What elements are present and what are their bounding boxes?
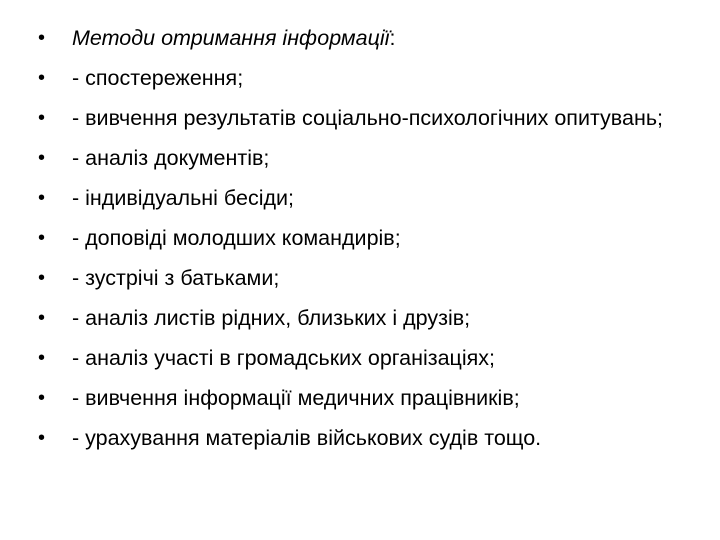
list-item-text: - аналіз документів; [72,146,270,170]
list-item [38,304,688,333]
list-item [38,424,688,453]
heading-colon: : [389,26,396,50]
list-item [38,264,688,293]
list-item-text: - зустрічі з батьками; [72,266,280,290]
bullet-dot: • [38,27,46,49]
list-item [38,144,688,173]
list-item [38,224,688,253]
bullet-dot: • [38,387,46,409]
bullet-list [38,24,688,464]
list-item-text: - вивчення інформації медичних працівників; [72,386,520,410]
list-item-text: - вивчення результатів соціально-психологічних опитувань; [72,106,663,130]
bullet-dot: • [38,307,46,329]
list-item-text: - індивідуальні бесіди; [72,186,295,210]
list-item [38,384,688,413]
list-item [38,344,688,373]
heading-text: Методи отримання інформації [72,26,390,50]
bullet-dot: • [38,427,46,449]
list-item-text: - урахування матеріалів військових судів тощо. [72,426,542,450]
bullet-dot: • [38,67,46,89]
list-item-text: - аналіз участі в громадських організаціях; [72,346,496,370]
list-item [38,184,688,213]
bullet-dot: • [38,107,46,129]
bullet-dot: • [38,147,46,169]
list-item-text: - аналіз листів рідних, близьких і друзів; [72,306,471,330]
list-item [38,104,688,133]
list-item-text: - спостереження; [72,66,244,90]
bullet-dot: • [38,267,46,289]
bullet-dot: • [38,347,46,369]
list-item [38,64,688,93]
list-item-heading [38,24,688,53]
list-item-text: - доповіді молодших командирів; [72,226,401,250]
bullet-dot: • [38,227,46,249]
bullet-dot: • [38,187,46,209]
